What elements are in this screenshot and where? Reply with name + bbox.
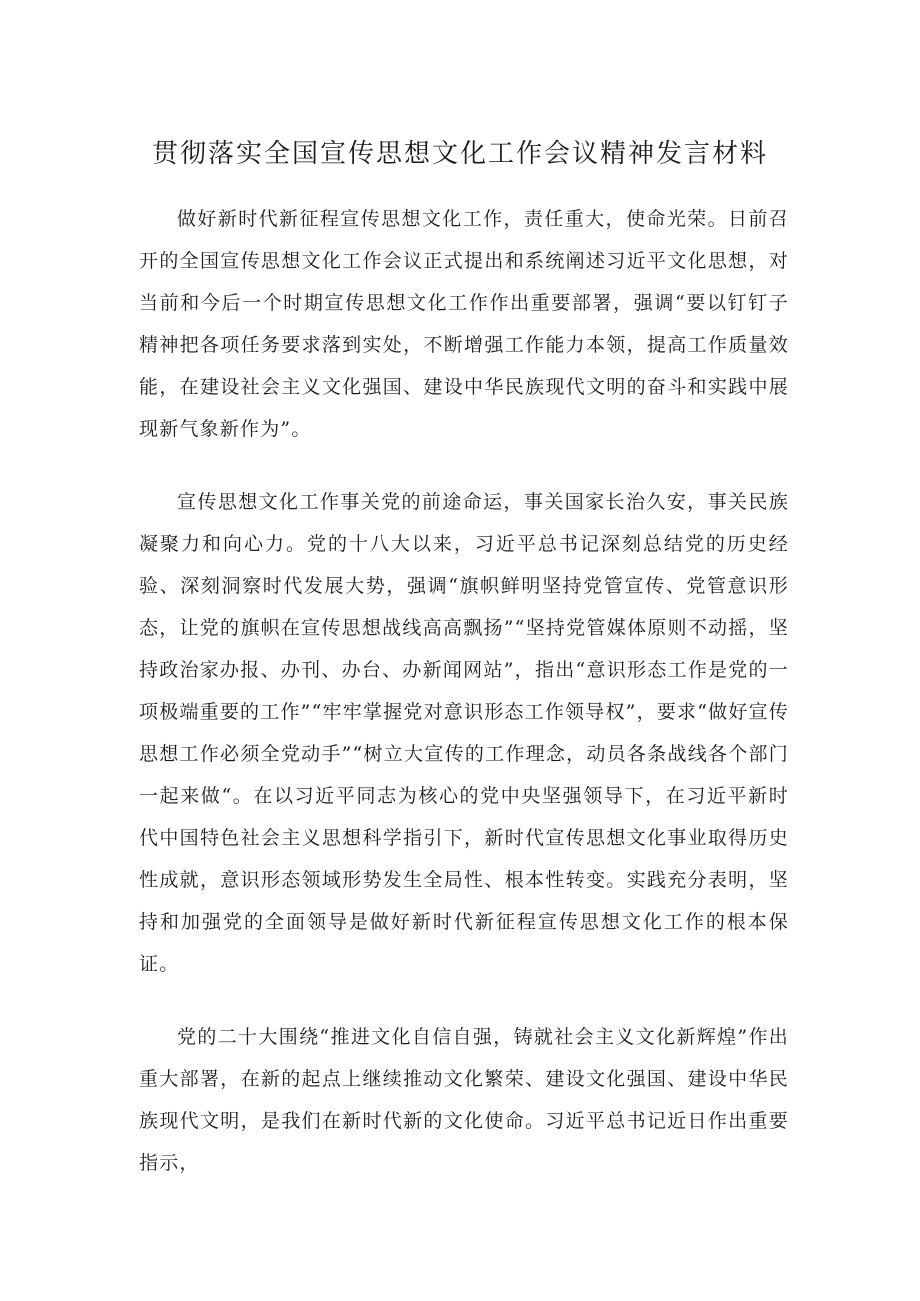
document-body	[139, 198, 789, 1215]
document-title: 贯彻落实全国宣传思想文化工作会议精神发言材料	[151, 139, 768, 169]
paragraph-1: 做好新时代新征程宣传思想文化工作，责任重大，使命光荣。日前召开的全国宣传思想文化工作会议正式提出和系统阐述习近平文化思想，对当前和今后一个时期宣传思想文化工作作出重要部署，强调“要以钉钉子精神把各项任务要求落到实处，不断增强工作能力本领，提高工作质量效能，在建设社会主义文化强国、建设中华民族现代文明的奋斗和实践中展现新气象新作为”。	[139, 208, 789, 440]
paragraph-2: 宣传思想文化工作事关党的前途命运，事关国家长治久安，事关民族凝聚力和向心力。党的十八大以来，习近平总书记深刻总结党的历史经验、深刻洞察时代发展大势，强调“旗帜鲜明坚持党管宣传、党管意识形态，让党的旗帜在宣传思想战线高高飘扬”“坚持党管媒体原则不动摇，坚持政治家办报、办刊、办台、办新闻网站”，指出“意识形态工作是党的一项极端重要的工作”“牢牢掌握党对意识形态工作领导权”，要求“做好宣传思想工作必须全党动手”“树立大宣传的工作理念，动员各条战线各个部门一起来做“。在以习近平同志为核心的党中央坚强领导下，在习近平新时代中国特色社会主义思想科学指引下，新时代宣传思想文化事业取得历史性成就，意识形态领域形势发生全局性、根本性转变。实践充分表明，坚持和加强党的全面领导是做好新时代新征程宣传思想文化工作的根本保证。	[139, 491, 789, 975]
paragraph-3: 党的二十大围绕“推进文化自信自强，铸就社会主义文化新辉煌”作出重大部署，在新的起点上继续推动文化繁荣、建设文化强国、建设中华民族现代文明，是我们在新时代新的文化使命。习近平总书记近日作出重要指示，	[139, 1026, 789, 1174]
